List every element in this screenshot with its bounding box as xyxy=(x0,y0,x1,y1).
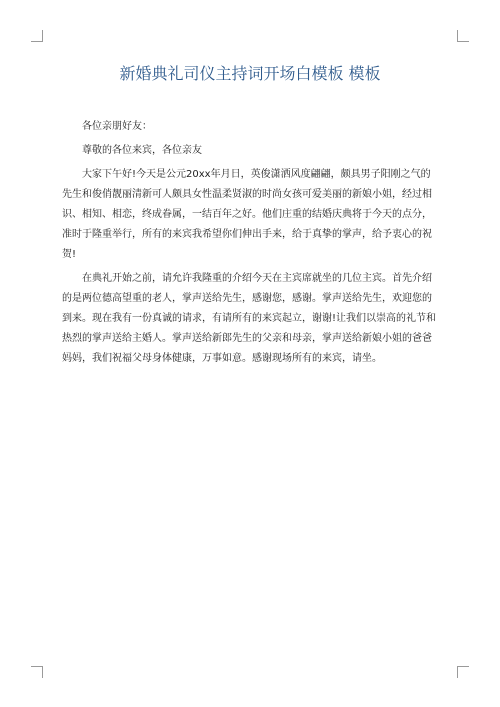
paragraph-introductions: 在典礼开始之前，请允许我隆重的介绍今天在主宾席就坐的几位主宾。首先介绍的是两位德高望重的老人，掌声送给先生，感谢您，感谢。掌声送给先生，欢迎您的到来。现在我有一份真诚的请求，有请所有的来宾起立，谢谢!让我们以崇高的礼节和热烈的掌声送给主婚人。掌声送给新郎先生的父亲和母亲，掌声送给新娘小姐的爸爸妈妈，我们祝福父母身体健康，万事如意。感谢现场所有的来宾，请坐。 xyxy=(62,273,437,364)
paragraph-opening: 大家下午好!今天是公元20xx年月日，英俊潇洒风度翩翩，颇具男子阳刚之气的先生和俊俏靓丽清新可人颇具女性温柔贤淑的时尚女孩可爱美丽的新娘小姐，经过相识、相知、相恋，终成眷属，一结百年之好。他们庄重的结婚庆典将于今天的点分，准时于隆重举行，所有的来宾我希望你们伸出手来，给于真挚的掌声，给予衷心的祝贺! xyxy=(62,169,432,260)
crop-mark-top-right xyxy=(457,30,469,42)
salutation-friends: 各位亲朋好友： xyxy=(82,121,152,132)
document-title: 新婚典礼司仪主持词开场白模板 模板 xyxy=(119,64,381,83)
crop-mark-bottom-right xyxy=(457,666,469,678)
crop-mark-bottom-left xyxy=(31,666,43,678)
crop-mark-top-left xyxy=(31,30,43,42)
document-body xyxy=(62,117,438,373)
salutation-guests: 尊敬的各位来宾，各位亲友 xyxy=(82,145,202,156)
